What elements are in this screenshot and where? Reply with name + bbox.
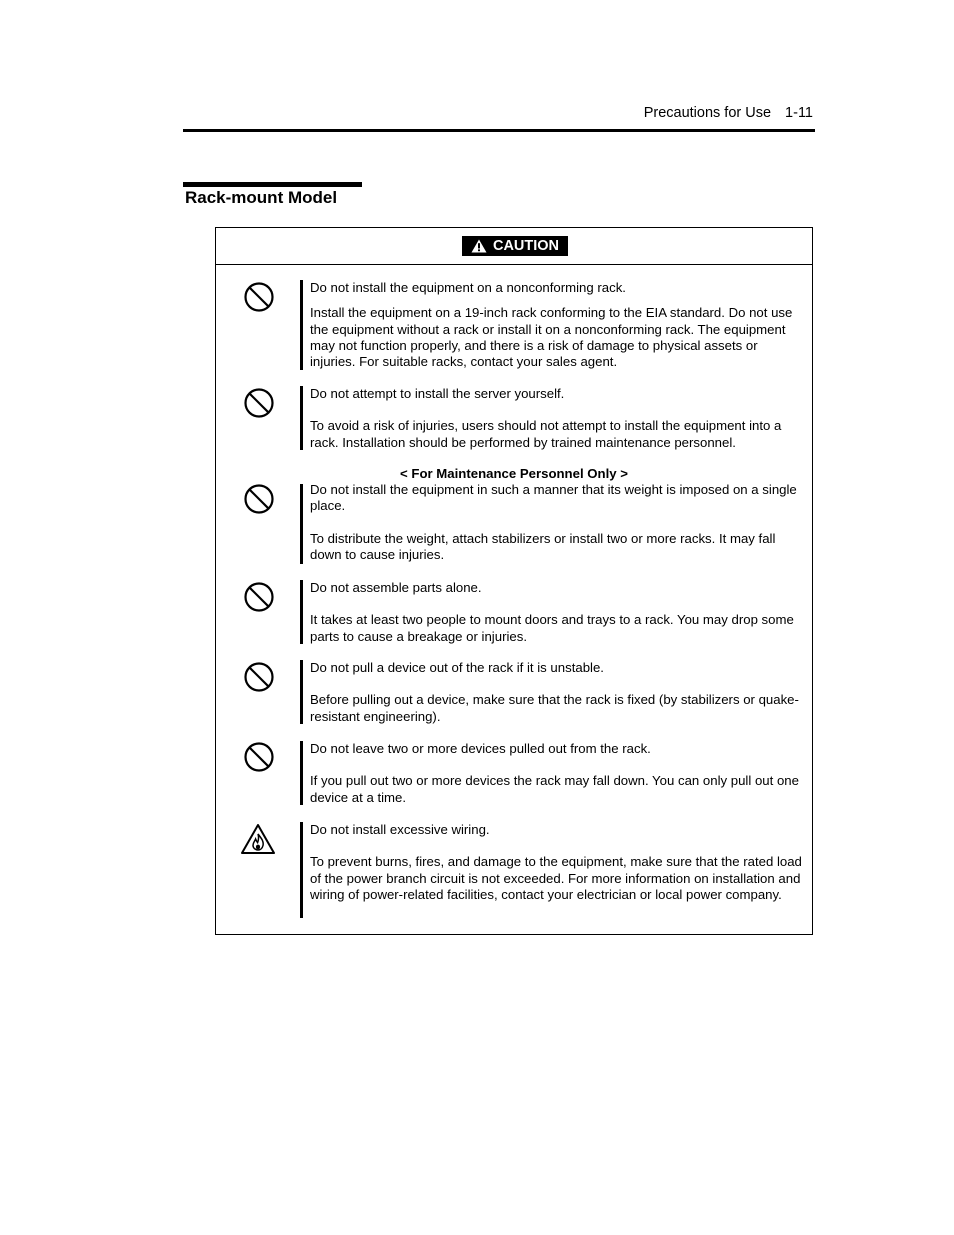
caution-label-text: CAUTION xyxy=(492,238,560,254)
item-marker-bar xyxy=(300,280,303,370)
item-body: To distribute the weight, attach stabilizers or install two or more racks. It may fall down to cause injuries. xyxy=(310,530,776,562)
header-section-title: Precautions for Use xyxy=(643,105,772,121)
caution-box xyxy=(215,227,813,935)
page-number: 1-11 xyxy=(785,105,813,121)
item-body: It takes at least two people to mount doors and trays to a rack. You may drop some parts to cause a breakage or injuries. xyxy=(310,612,794,644)
item-lead: Do not attempt to install the server yourself. xyxy=(310,386,565,401)
caution-label xyxy=(462,236,568,256)
item-lead: Do not install the equipment on a nonconforming rack. xyxy=(310,280,626,295)
item-text xyxy=(310,660,806,725)
fire-hazard-icon xyxy=(240,823,276,860)
prohibited-icon xyxy=(243,741,275,778)
item-marker-bar xyxy=(300,580,303,644)
item-body: Before pulling out a device, make sure that the rack is fixed (by stabilizers or quake-resistant engineering). xyxy=(310,692,799,724)
item-lead: Do not assemble parts alone. xyxy=(310,580,482,595)
item-marker-bar xyxy=(300,741,303,805)
item-lead: Do not leave two or more devices pulled out from the rack. xyxy=(310,741,651,756)
prohibited-icon xyxy=(243,281,275,318)
section-title-bar xyxy=(183,182,362,187)
item-text xyxy=(310,280,806,370)
item-lead: Do not pull a device out of the rack if it is unstable. xyxy=(310,660,604,675)
prohibited-icon xyxy=(243,483,275,520)
item-body: Install the equipment on a 19-inch rack conforming to the EIA standard. Do not use the equipment without a rack or install it on a nonconforming rack. The equipment may not function properly, and there is a risk of damage to physical assets or injuries. For suitable racks, contact your sales agent. xyxy=(310,305,793,370)
prohibited-icon xyxy=(243,581,275,618)
item-text xyxy=(310,741,806,806)
prohibited-icon xyxy=(243,661,275,698)
section-title: Rack-mount Model xyxy=(185,188,338,207)
item-body: If you pull out two or more devices the rack may fall down. You can only pull out one device at a time. xyxy=(310,773,799,805)
item-marker-bar xyxy=(300,386,303,450)
caution-box-header xyxy=(216,228,812,265)
prohibited-icon xyxy=(243,387,275,424)
item-text xyxy=(310,580,806,645)
item-marker-bar xyxy=(300,484,303,564)
item-text xyxy=(310,386,806,451)
item-text xyxy=(310,482,806,563)
maintenance-personnel-note: < For Maintenance Personnel Only > xyxy=(400,466,628,481)
item-body: To prevent burns, fires, and damage to the equipment, make sure that the rated load of the power branch circuit is not exceeded. For more information on installation and wiring of power-related facilities, contact your electrician or local power company. xyxy=(310,854,802,902)
page-header xyxy=(183,105,815,125)
item-lead: Do not install excessive wiring. xyxy=(310,822,490,837)
item-text xyxy=(310,822,806,903)
item-body: To avoid a risk of injuries, users should not attempt to install the equipment into a rack. Installation should be performed by trained maintenance personnel. xyxy=(310,418,782,450)
header-rule xyxy=(183,129,815,132)
warning-triangle-icon xyxy=(471,239,487,253)
item-marker-bar xyxy=(300,660,303,724)
item-marker-bar xyxy=(300,822,303,918)
item-lead: Do not install the equipment in such a manner that its weight is imposed on a single place. xyxy=(310,482,797,514)
